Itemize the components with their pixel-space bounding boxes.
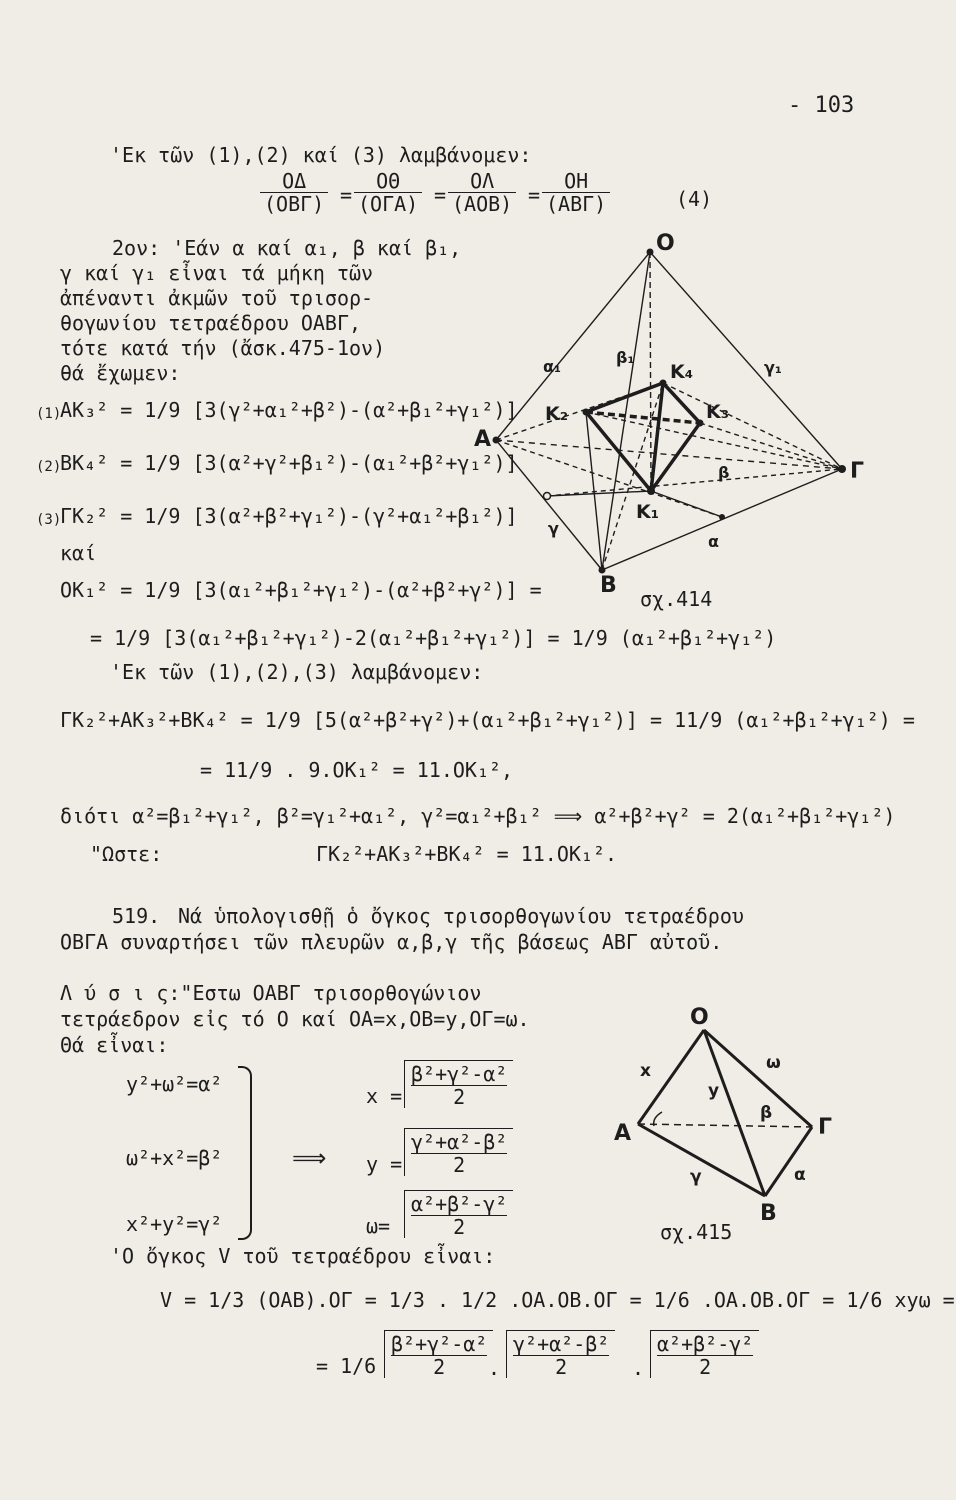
label-o: O — [656, 231, 675, 256]
part2-line: τότε κατά τήν (ἄσκ.475-1ον) — [60, 336, 386, 360]
label-w: ω — [766, 1053, 781, 1073]
volume-numerator: γ²+α²-β² — [513, 1332, 610, 1356]
label-g1: γ₁ — [764, 358, 782, 377]
solution-line: τετράεδρον εἰς τό Ο καί ΟΑ=x,ΟΒ=y,ΟΓ=ω. — [60, 1007, 530, 1031]
system-eq: y²+ω²=α² — [126, 1072, 223, 1096]
y-numerator: γ²+α²-β² — [411, 1130, 508, 1154]
formula-tag: (1) — [36, 406, 62, 422]
formula-tag: (2) — [36, 459, 62, 475]
volume-denominator: 2 — [433, 1355, 446, 1379]
label-g: Γ — [850, 459, 865, 484]
page-number: - 103 — [788, 93, 855, 118]
label-alpha: α — [794, 1165, 806, 1185]
volume-dot: . — [488, 1356, 501, 1380]
formula-9: ΓΚ₂²+ΑΚ₃²+ΒΚ₄² = 11.ΟΚ₁². — [316, 842, 618, 866]
caption-fig414: σχ.414 — [640, 587, 713, 611]
problem-line: ΟΒΓΑ συναρτήσει τῶν πλευρῶν α,β,γ τῆς βάσεως ΑΒΓ αὐτοῦ. — [60, 930, 723, 954]
equals-sign: = — [434, 183, 447, 207]
y-denominator: 2 — [453, 1153, 466, 1177]
label-a: A — [474, 427, 492, 452]
system-eq: ω²+x²=β² — [126, 1146, 223, 1170]
ratio-num: ΟΗ — [542, 170, 610, 193]
implies-arrow: ⟹ — [292, 1144, 327, 1172]
w-denominator: 2 — [453, 1215, 466, 1239]
label-k4: K₄ — [670, 361, 694, 383]
problem-number: 519. — [112, 904, 161, 928]
volume-numerator: β²+γ²-α² — [391, 1332, 488, 1356]
part2-line: 2ον: 'Εάν α καί α₁, β καί β₁, — [112, 236, 462, 260]
ratio-den: (ΑΒΓ) — [546, 192, 607, 216]
solution-line: Θά εἶναι: — [60, 1033, 169, 1057]
label-alpha: α — [708, 532, 719, 551]
volume-denominator: 2 — [555, 1355, 568, 1379]
conclusion-label: "Ωστε: — [90, 842, 163, 866]
formula-1: ΑΚ₃² = 1/9 [3(γ²+α₁²+β²)-(α²+β₁²+γ₁²)] — [60, 398, 518, 422]
volume-denominator: 2 — [699, 1355, 712, 1379]
equation-tag: (4) — [676, 187, 713, 211]
formula-8: διότι α²=β₁²+γ₁², β²=γ₁²+α₁², γ²=α₁²+β₁² ⟹ α²+β²+γ² = 2(α₁²+β₁²+γ₁²) — [60, 804, 896, 828]
solution-line: Λ ύ σ ι ς:"Εστω ΟΑΒΓ τρισορθογώνιον — [60, 981, 482, 1005]
label-g: Γ — [818, 1115, 833, 1140]
volume-intro: 'Ο ὄγκος V τοῦ τετραέδρου εἶναι: — [110, 1244, 496, 1268]
label-o: O — [690, 1005, 709, 1030]
label-k3: K₃ — [706, 401, 730, 423]
ratio-den: (ΟΒΓ) — [264, 192, 325, 216]
ratio-num: ΟΔ — [260, 170, 328, 193]
problem-line: Νά ὑπολογισθῇ ὁ ὄγκος τρισορθογωνίου τετραέδρου — [178, 904, 744, 928]
label-beta: β — [760, 1103, 773, 1123]
system-eq: x²+y²=γ² — [126, 1212, 223, 1236]
part2-line: γ καί γ₁ εἶναι τά μήκη τῶν — [60, 261, 374, 285]
label-gamma: γ — [690, 1167, 702, 1187]
kai-word: καί — [60, 541, 97, 565]
x-denominator: 2 — [453, 1085, 466, 1109]
x-numerator: β²+γ²-α² — [411, 1062, 508, 1086]
label-a1: α₁ — [543, 357, 561, 376]
label-b1: β₁ — [616, 348, 635, 367]
edge-ag — [638, 1124, 812, 1127]
equals-sign: = — [528, 183, 541, 207]
equals-sign: = — [340, 183, 353, 207]
edge-ob — [704, 1030, 765, 1196]
ratio-den: (ΟΓΑ) — [358, 192, 419, 216]
caption-fig415: σχ.415 — [660, 1220, 733, 1244]
formula-3: ΓΚ₂² = 1/9 [3(α²+β²+γ₁²)-(γ²+α₁²+β₁²)] — [60, 504, 518, 528]
part2-line: θά ἔχωμεν: — [60, 361, 181, 385]
y-lhs: y = — [366, 1152, 403, 1176]
intro-line: 'Εκ τῶν (1),(2) καί (3) λαμβάνομεν: — [110, 143, 532, 167]
label-b: B — [760, 1201, 777, 1226]
formula-4: ΟΚ₁² = 1/9 [3(α₁²+β₁²+γ₁²)-(α²+β²+γ²)] = — [60, 578, 542, 602]
label-k2: K₂ — [545, 403, 569, 425]
volume-numerator: α²+β²-γ² — [657, 1332, 754, 1356]
label-gamma: γ — [548, 519, 559, 538]
w-lhs: ω= — [366, 1214, 391, 1238]
ratio-den: (ΑΟΒ) — [452, 192, 513, 216]
formula-5: = 1/9 [3(α₁²+β₁²+γ₁²)-2(α₁²+β₁²+γ₁²)] = 1/9 (α₁²+β₁²+γ₁²) — [90, 626, 777, 650]
volume-dot: . — [632, 1356, 645, 1380]
formula-tag: (3) — [36, 512, 62, 528]
label-b: B — [600, 573, 617, 598]
formula-6: ΓΚ₂²+ΑΚ₃²+ΒΚ₄² = 1/9 [5(α²+β²+γ²)+(α₁²+β₁²+γ₁²)] = 11/9 (α₁²+β₁²+γ₁²) = — [60, 708, 915, 732]
label-beta: β — [718, 463, 730, 482]
formula-6-intro: 'Εκ τῶν (1),(2),(3) λαμβάνομεν: — [110, 660, 484, 684]
x-lhs: x = — [366, 1084, 403, 1108]
w-numerator: α²+β²-γ² — [411, 1192, 508, 1216]
volume-formula: V = 1/3 (ΟΑΒ).ΟΓ = 1/3 . 1/2 .ΟΑ.ΟΒ.ΟΓ = 1/6 .ΟΑ.ΟΒ.ΟΓ = 1/6 xyω = — [160, 1288, 955, 1312]
volume-prefix: = 1/6 — [316, 1354, 377, 1378]
ratio-num: ΟΘ — [354, 170, 422, 193]
label-y: y — [708, 1081, 720, 1101]
ratio-num: ΟΛ — [448, 170, 516, 193]
label-k1: K₁ — [636, 501, 660, 523]
formula-2: ΒΚ₄² = 1/9 [3(α²+γ²+β₁²)-(α₁²+β²+γ₁²)] — [60, 451, 518, 475]
formula-7: = 11/9 . 9.ΟΚ₁² = 11.ΟΚ₁², — [200, 758, 514, 782]
part2-line: θογωνίου τετραέδρου ΟΑΒΓ, — [60, 311, 362, 335]
edge-og — [704, 1030, 812, 1127]
label-x: x — [640, 1061, 651, 1081]
label-a: A — [614, 1121, 632, 1146]
part2-line: ἀπέναντι ἀκμῶν τοῦ τρισορ- — [60, 286, 374, 310]
edge-bg — [765, 1127, 812, 1196]
